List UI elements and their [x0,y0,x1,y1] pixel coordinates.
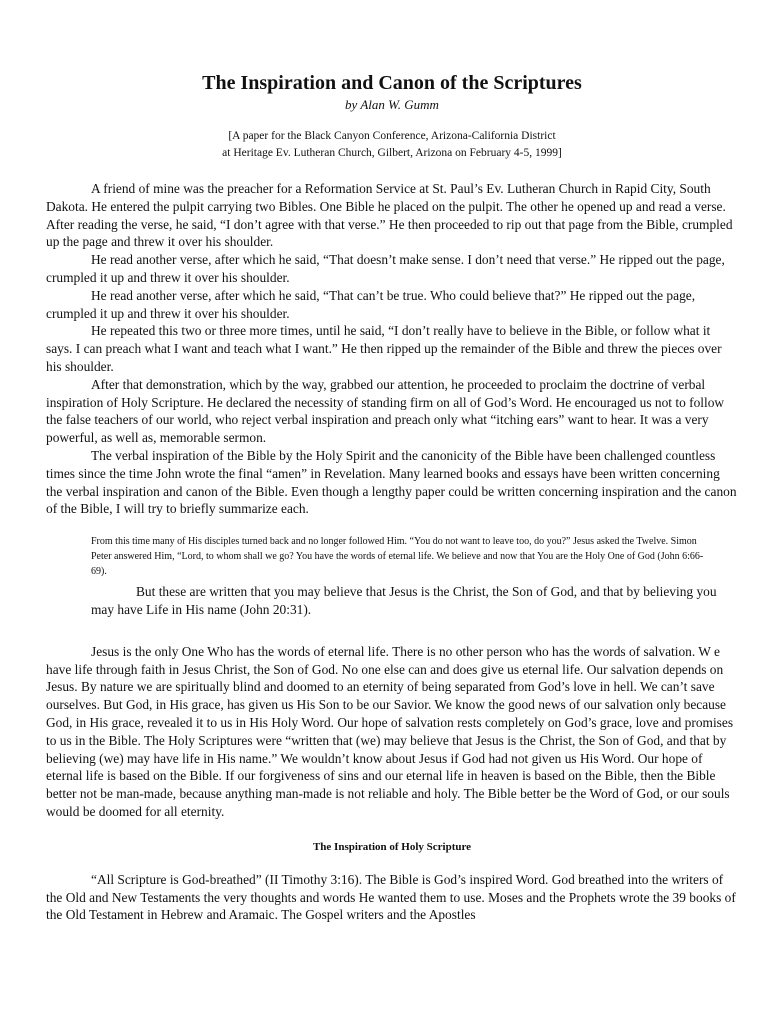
scripture-quote: From this time many of His disciples turned back and no longer followed Him. “You do not want to leave too, do you?” Jesus asked the Twelve. Simon Peter answered Him, “Lord, to whom shall we go? You have the words of eternal life. We believe and now that You are the Holy One of God (John 6:66-69). [91,536,704,578]
paragraph: He read another verse, after which he said, “That doesn’t make sense. I don’t need that verse.” He ripped out the page, crumpled it up and threw it over his shoulder. [46,252,725,285]
conference-note-line-1: [A paper for the Black Canyon Conference, Arizona-California District [228,130,556,142]
scripture-quote-continuation: But these are written that you may believe that Jesus is the Christ, the Son of God, and that by believing you may have Life in His name (John 20:31). [91,584,717,617]
section-heading: The Inspiration of Holy Scripture [312,840,472,853]
author-byline: by Alan W. Gumm [345,97,439,112]
paragraph: The verbal inspiration of the Bible by the Holy Spirit and the canonicity of the Bible have been challenged countless times since the time John wrote the final “amen” in Revelation. Many learned books and essays have been written concerning the verbal inspiration and canon of the Bible. Even though a lengthy paper could be written concerning inspiration and the canon of the Bible, I will try to briefly summarize each. [46,447,737,517]
document-title: The Inspiration and Canon of the Scriptures [202,72,582,94]
paragraph: Jesus is the only One Who has the words of eternal life. There is no other person who has the words of salvation. W e have life through faith in Jesus Christ, the Son of God. No one else can and does give us eternal life. Our salvation depends on Jesus. By nature we are spiritually blind and doomed to an eternity of being separated from God’s love in hell. We can’t save ourselves. But God, in His grace, has given us His Son to be our Savior. We know the good news of our salvation only because God, in His grace, revealed it to us in His Holy Word. Our hope of salvation rests completely on God’s grace, love and promises to us in the Bible. The Holy Scriptures were “written that (we) may believe that Jesus is the Christ, the Son of God, and that by believing (we) may have life in His name.” We wouldn’t know about Jesus if God had not given us His Word. Our hope of eternal life is based on the Bible. If our forgiveness of sins and our eternal life in heaven is based on the Bible, then the Bible better not be man-made, because anything man-made is not reliable and holy. The Bible better be the Word of God, or our souls would be doomed for all eternity. [46,643,734,819]
paragraph: He repeated this two or three more times, until he said, “I don’t really have to believe in the Bible, or follow what it says. I can preach what I want and teach what I want.” He then ripped up the remainder of the Bible and threw the pieces over his shoulder. [46,323,722,374]
paragraph: A friend of mine was the preacher for a Reformation Service at St. Paul’s Ev. Lutheran Church in Rapid City, South Dakota. He entered the pulpit carrying two Bibles. One Bible he placed on the pulpit. The other he opened up and read a verse. After reading the verse, he said, “I don’t agree with that verse.” He then proceeded to rip out that page from the Bible, crumpled up the page and threw it over his shoulder. [46,181,733,250]
paragraph: He read another verse, after which he said, “That can’t be true. Who could believe that?” He ripped out the page, crumpled it up and threw it over his shoulder. [46,287,696,321]
conference-note-line-2: at Heritage Ev. Lutheran Church, Gilbert, Arizona on February 4-5, 1999] [222,147,562,159]
conference-note [46,128,738,162]
paragraph: After that demonstration, which by the way, grabbed our attention, he proceeded to proclaim the doctrine of verbal inspiration of Holy Scripture. He declared the necessity of standing firm on all of God’s Word. He encouraged us not to follow the false teachers of our world, who reject verbal inspiration and preach only what “itching ears” want to hear. It was a very powerful, as well as, memorable sermon. [46,376,725,446]
document-body [46,180,738,924]
paragraph: “All Scripture is God-breathed” (II Timothy 3:16). The Bible is God’s inspired Word. God breathed into the writers of the Old and New Testaments the very thoughts and words He wanted them to use. Moses and the Prophets wrote the 39 books of the Old Testament in Hebrew and Aramaic. The Gospel writers and the Apostles [46,871,736,923]
